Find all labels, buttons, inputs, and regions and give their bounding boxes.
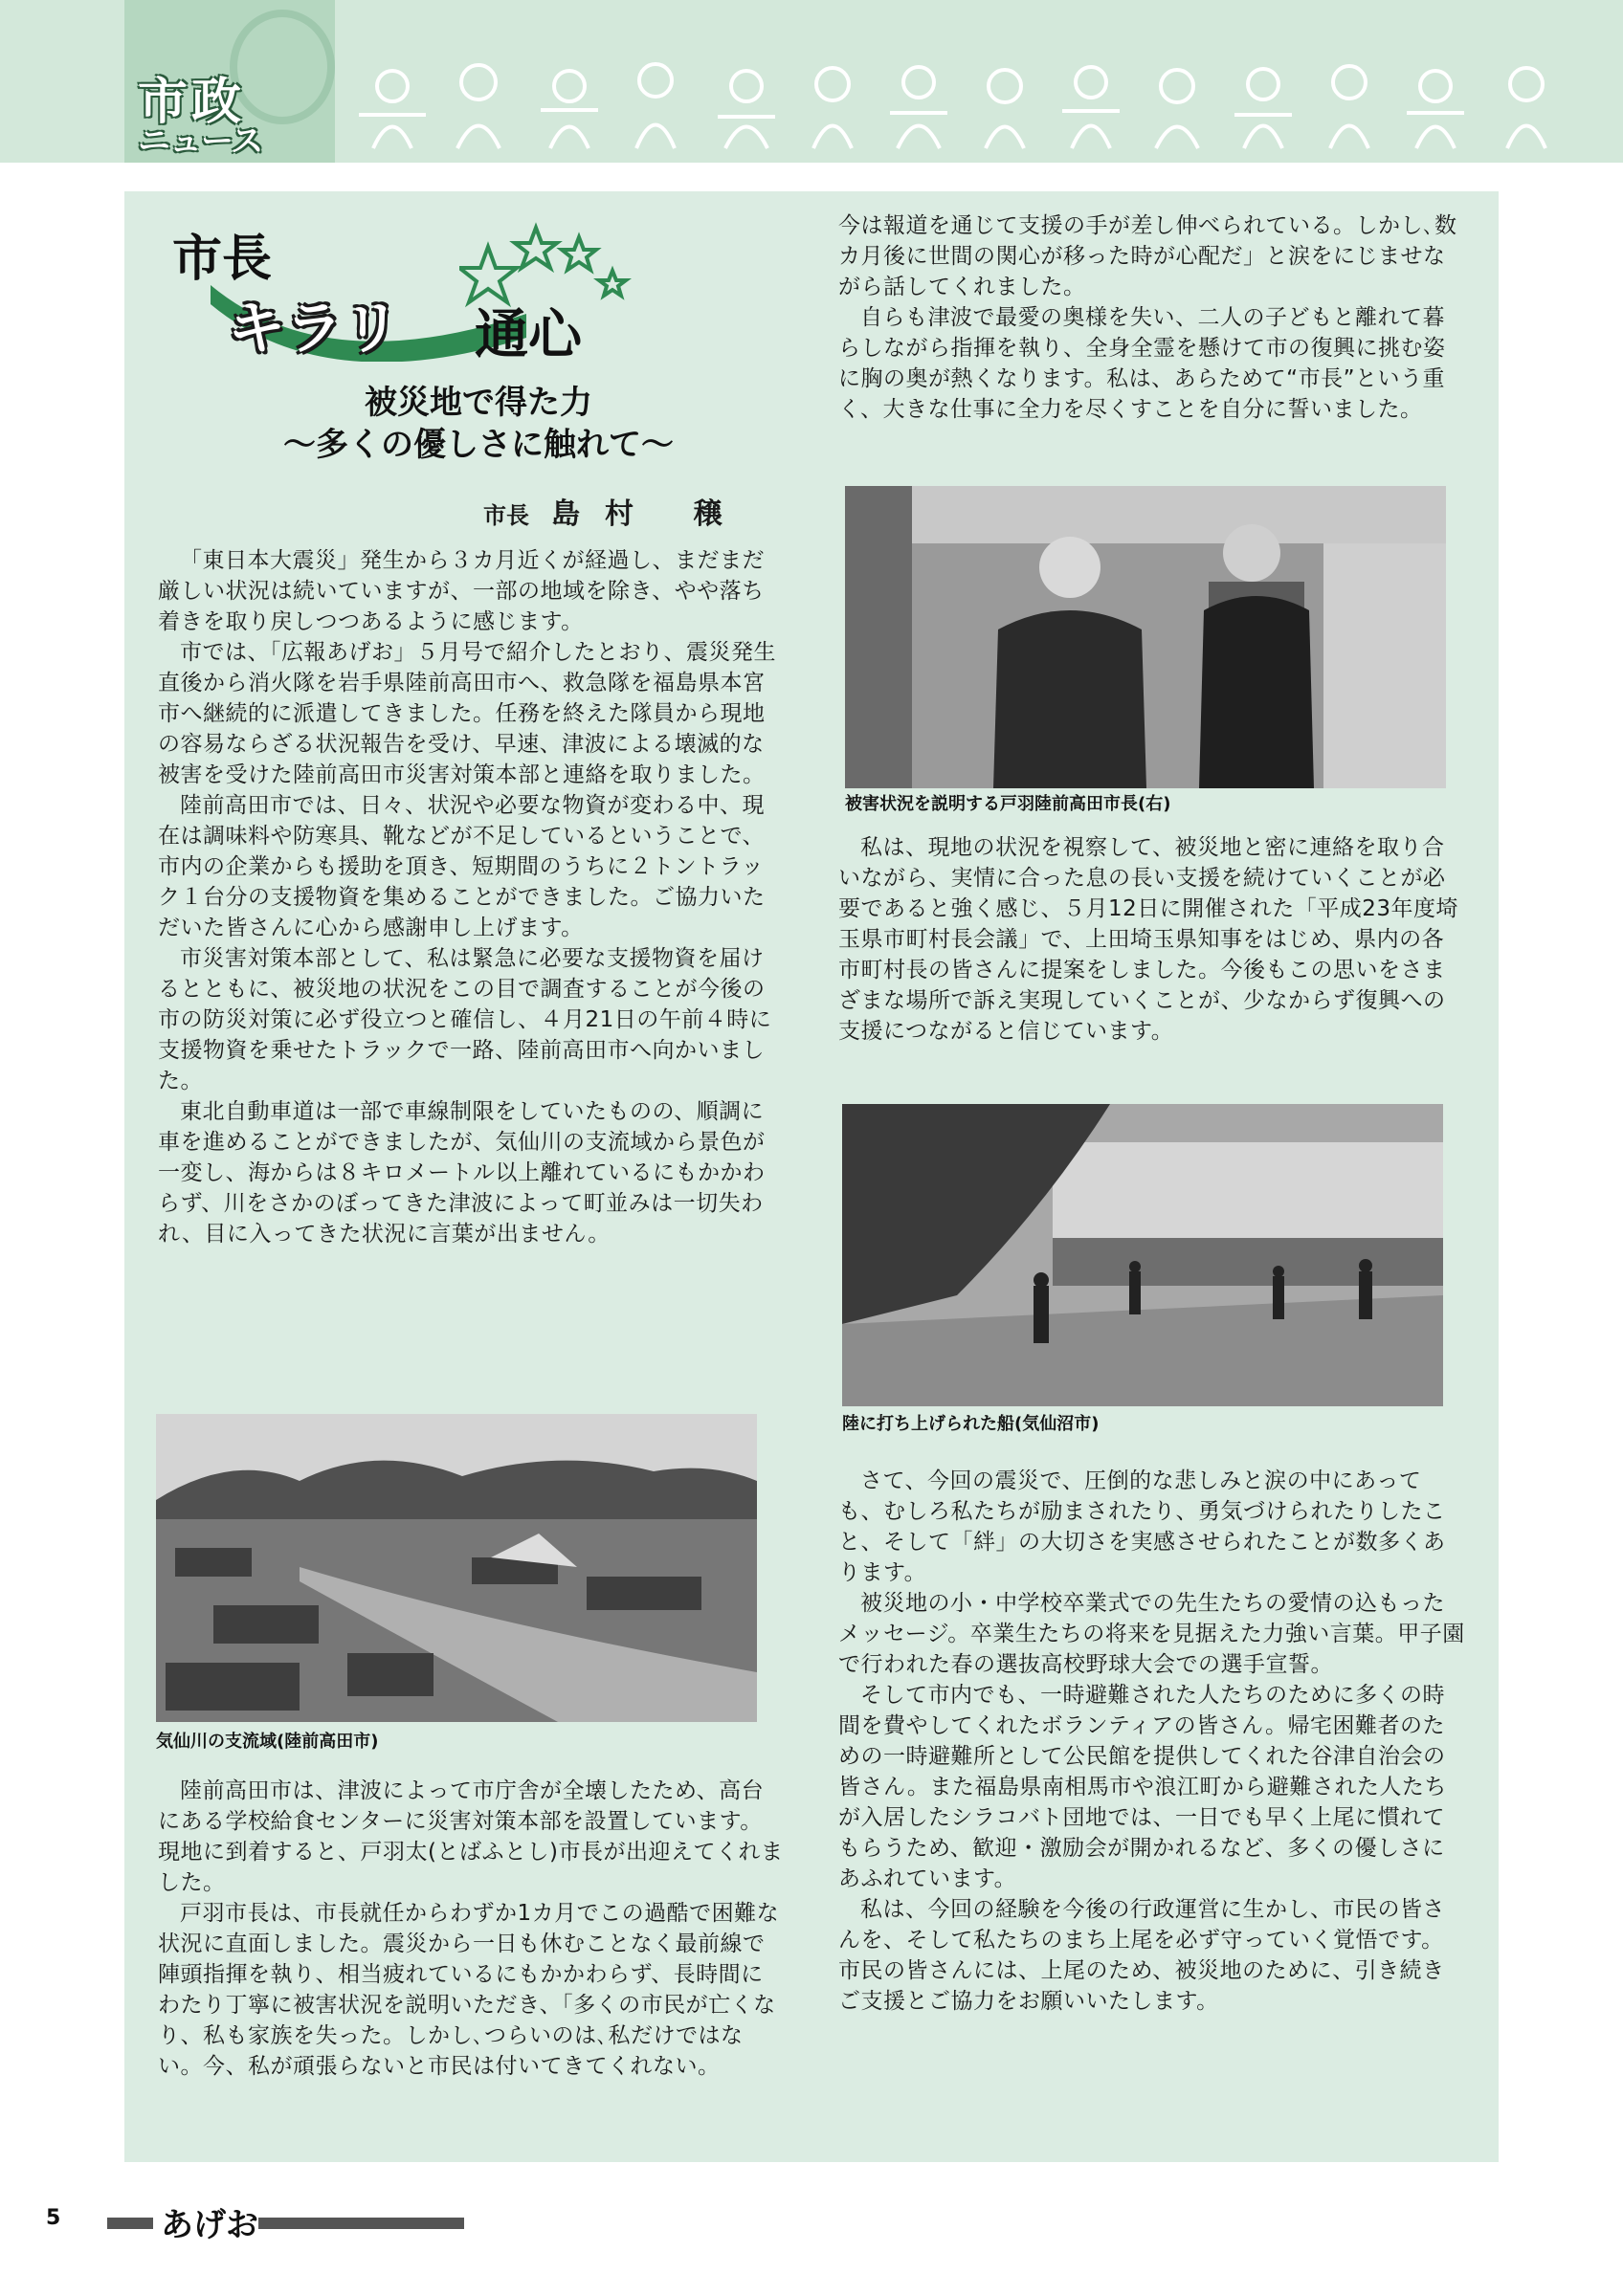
photo-stranded-ship bbox=[842, 1104, 1443, 1406]
paragraph: 私は、今回の経験を今後の行政運営に生かし、市民の皆さんを、そして私たちのまち上尾を必ず守っていく覚悟です。市民の皆さんには、上尾のため、被災地のために、引き続きご支援とご協力をお願いいたします。 bbox=[838, 1897, 1445, 2014]
person-figure-1 bbox=[359, 71, 426, 148]
person-figure-4 bbox=[636, 64, 675, 148]
person-figure-11 bbox=[1234, 69, 1292, 148]
logo-kirari: キラリ bbox=[228, 296, 400, 363]
author-name: 島村 穣 bbox=[551, 497, 747, 531]
paragraph: そして市内でも、一時避難された人たちのために多くの時間を費やしてくれたボランティアの皆さん。帰宅困難者のための一時避難所として公民館を提供してくれた谷津自治会の皆さん。また福島県南相馬市や浪江町から避難された人たちが入居したシラコバト団地では、一日でも早く上尾に慣れてもらうため、歓迎・激励会が開かれるなど、多くの優しさにあふれています。 bbox=[838, 1683, 1447, 1891]
logo-tsushin: 通心 bbox=[475, 304, 582, 366]
article-subtitle: ～多くの優しさに触れて～ bbox=[283, 426, 674, 464]
paragraph: 市災害対策本部として、私は緊急に必要な支援物資を届けるとともに、被災地の状況をこの目で調査することが今後の市の防災対策に必ず役立つと確信し、４月21日の午前４時に支援物資を乗せたトラックで一路、陸前高田市へ向かいました。 bbox=[158, 946, 772, 1093]
paragraph: 東北自動車道は一部で車線制限をしていたものの、順調に車を進めることができましたが、気仙川の支流域から景色が一変し、海からは８キロメートル以上離れているにもかかわらず、川をさかのぼってきた津波によって町並みは一切失われ、目に入ってきた状況に言葉が出ません。 bbox=[158, 1099, 766, 1247]
column2-bottom-text bbox=[838, 1466, 1465, 2017]
person-figure-5 bbox=[718, 71, 775, 148]
paragraph: 市では、「広報あげお」５月号で紹介したとおり、震災発生直後から消火隊を岩手県陸前高田市へ、救急隊を福島県本宮市へ継続的に派遣してきました。任務を終えた隊員から現地の容易ならざる状況報告を受け、早速、津波による壊滅的な被害を受けた陸前高田市災害対策本部と連絡を取りました。 bbox=[158, 640, 776, 787]
column1-top-text bbox=[158, 545, 785, 1249]
section-subtitle: ニュース bbox=[138, 122, 263, 161]
paragraph: 被災地の小・中学校卒業式での先生たちの愛情の込もったメッセージ。卒業生たちの将来を見据えた力強い言葉。甲子園で行われた春の選抜高校野球大会での選手宣誓。 bbox=[838, 1591, 1465, 1677]
paragraph: 戸羽市長は、市長就任からわずか1カ月でこの過酷で困難な状況に直面しました。震災から一日も休むことなく最前線で陣頭指揮を執り、相当疲れているにもかかわらず、長時間にわたり丁寧に被害状況を説明いただき、「多くの市民が亡くなり、私も家族を失った。しかし､つらいのは､私だけではない。今、私が頑張らないと市民は付いてきてくれない。 bbox=[158, 1901, 780, 2079]
photo-mayors-meeting bbox=[845, 486, 1446, 788]
tab-decoration bbox=[230, 10, 335, 124]
person-figure-7 bbox=[890, 67, 947, 148]
person-figure-3 bbox=[541, 71, 598, 148]
photo-caption: 被害状況を説明する戸羽陸前高田市長(右) bbox=[845, 794, 1171, 814]
people-illustration-strip bbox=[354, 57, 1598, 153]
column2-top-text bbox=[838, 210, 1465, 425]
column2-middle-text bbox=[838, 832, 1465, 1047]
column-logo bbox=[172, 218, 622, 366]
person-figure-8 bbox=[986, 70, 1024, 148]
person-figure-12 bbox=[1330, 66, 1368, 148]
column1-bottom-text bbox=[158, 1776, 785, 2082]
debris-landscape-image bbox=[156, 1414, 757, 1722]
person-figure-14 bbox=[1507, 68, 1545, 148]
byline bbox=[483, 490, 747, 532]
paragraph: さて、今回の震災で、圧倒的な悲しみと涙の中にあっても、むしろ私たちが励まされたり、勇気づけられたりしたこと、そして「絆」の大切さを実感させられたことが数多くあります。 bbox=[838, 1468, 1446, 1585]
author-role: 市長 bbox=[483, 502, 529, 529]
photo-caption: 陸に打ち上げられた船(気仙沼市) bbox=[842, 1414, 1100, 1434]
paragraph: 陸前高田市は、津波によって市庁舎が全壊したため、高台にある学校給食センターに災害対策本部を設置しています。現地に到着すると、戸羽太(とばふとし)市長が出迎えてくれました。 bbox=[158, 1778, 784, 1895]
stranded-ship-image bbox=[842, 1104, 1443, 1406]
person-figure-2 bbox=[457, 65, 500, 148]
section-title: 市政 bbox=[138, 74, 246, 131]
person-figure-10 bbox=[1156, 70, 1198, 148]
person-figure-6 bbox=[813, 68, 852, 148]
mayors-meeting-image bbox=[845, 486, 1446, 788]
person-figure-9 bbox=[1062, 67, 1120, 148]
article-title: 被災地で得た力 bbox=[365, 384, 592, 422]
logo-mayor-word: 市長 bbox=[172, 231, 273, 288]
paragraph: 今は報道を通じて支援の手が差し伸べられている。しかし､数カ月後に世間の関心が移った時が心配だ」と涙をにじませながら話してくれました。 bbox=[838, 213, 1457, 299]
paragraph: 「東日本大震災」発生から３カ月近くが経過し、まだまだ厳しい状況は続いていますが、一部の地域を除き、やや落ち着きを取り戻しつつあるように感じます。 bbox=[158, 548, 765, 634]
publication-logo: あげお bbox=[161, 2206, 258, 2244]
photo-caption: 気仙川の支流域(陸前高田市) bbox=[156, 1732, 379, 1752]
photo-tsunami-debris bbox=[156, 1414, 757, 1722]
paragraph: 私は、現地の状況を視察して、被災地と密に連絡を取り合いながら、実情に合った息の長い支援を続けていくことが必要であると強く感じ、５月12日に開催された「平成23年度埼玉県市町村長会議」で、上田埼玉県知事をはじめ、県内の各市町村長の皆さんに提案をしました。今後もこの思いをさまざまな場所で訴え実現していくことが、少なからず復興への支援につながると信じています。 bbox=[838, 835, 1459, 1044]
paragraph: 陸前高田市では、日々、状況や必要な物資が変わる中、現在は調味料や防寒具、靴などが不足しているということで、市内の企業からも援助を頂き、短期間のうちに２トントラック１台分の支援物資を集めることができました。ご協力いただいた皆さんに心から感謝申し上げます。 bbox=[158, 793, 766, 940]
paragraph: 自らも津波で最愛の奥様を失い、二人の子どもと離れて暮らしながら指揮を執り、全身全霊を懸けて市の復興に挑む姿に胸の奥が熱くなります。私は、あらためて“市長”という重く、大きな仕事に全力を尽くすことを自分に誓いました。 bbox=[838, 305, 1446, 422]
page-number: 5 bbox=[46, 2206, 61, 2230]
footer-divider bbox=[107, 2218, 153, 2229]
person-figure-13 bbox=[1407, 71, 1464, 148]
footer-divider bbox=[258, 2218, 464, 2229]
section-tab bbox=[124, 0, 335, 163]
